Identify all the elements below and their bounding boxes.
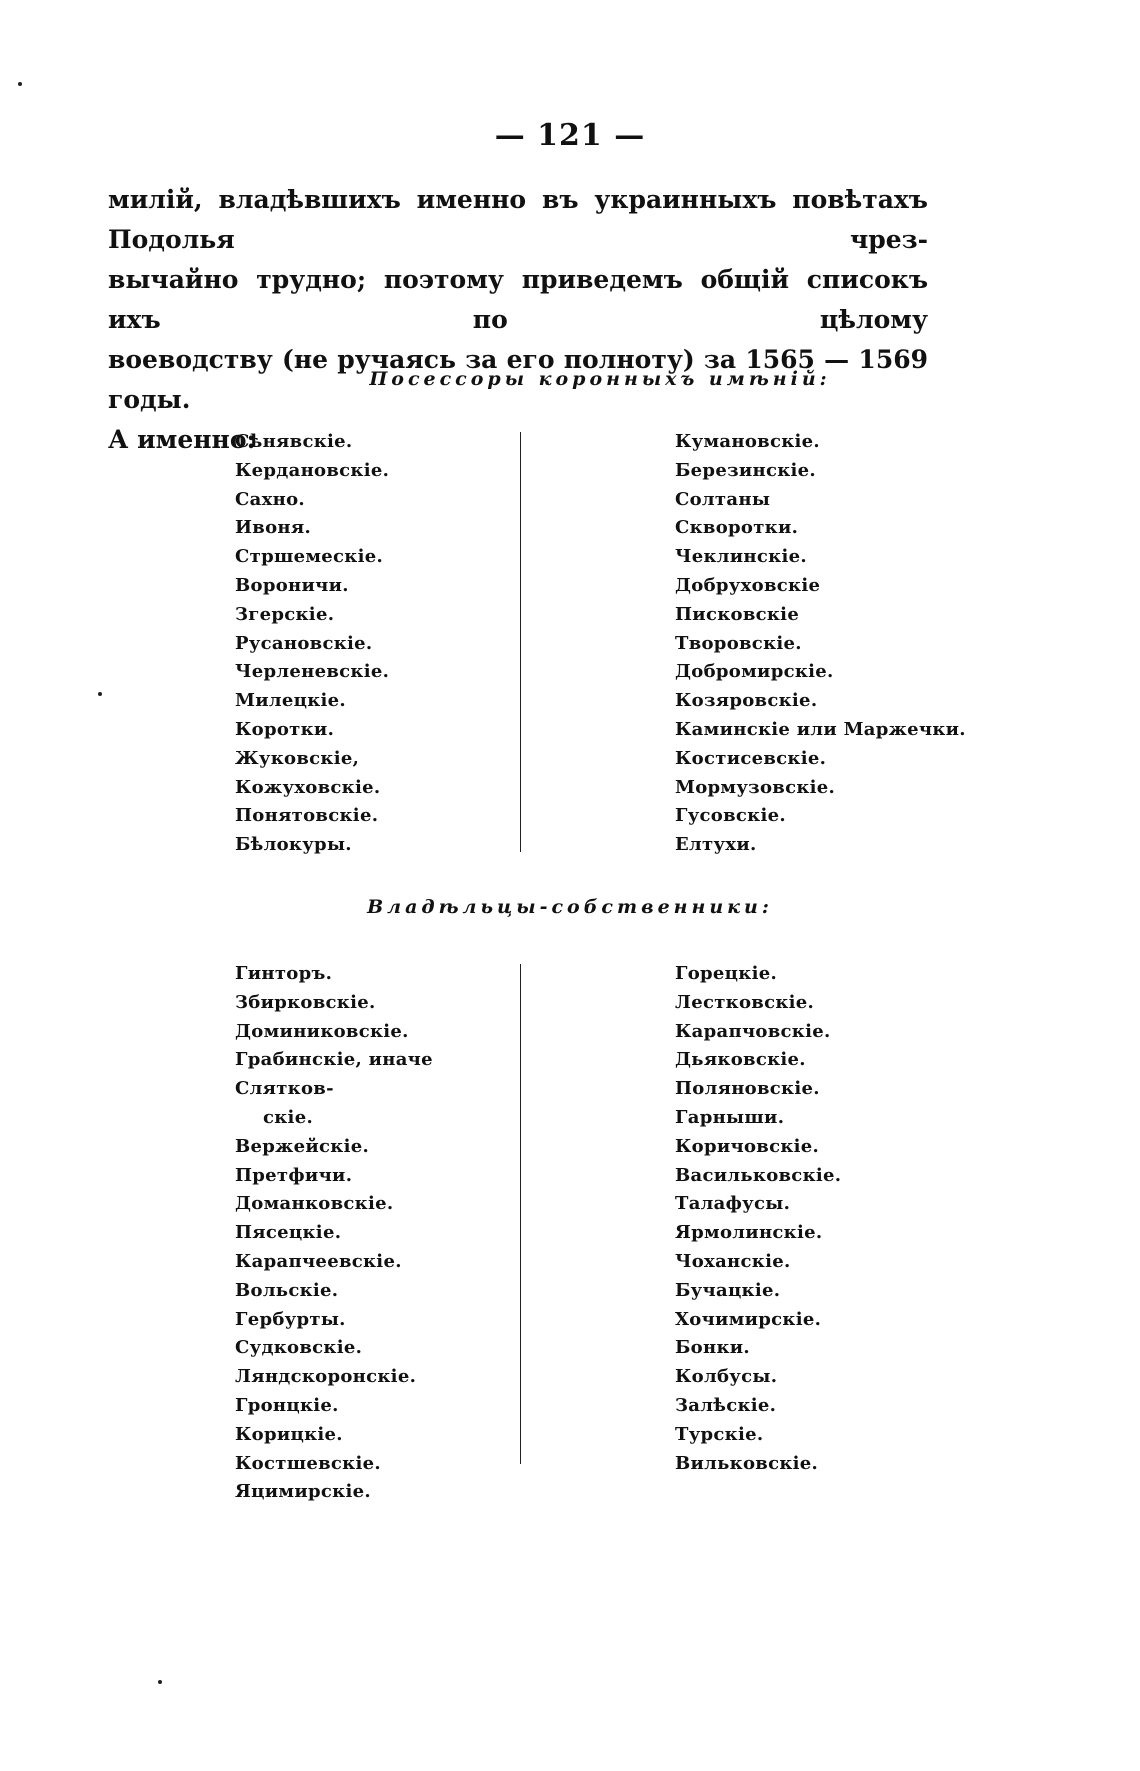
list-item: Добромирскіе. (675, 661, 834, 683)
list-item: Хочимирскіе. (675, 1308, 822, 1330)
list-item: Чоханскіе. (675, 1250, 791, 1272)
list-item: Доманковскіе. (235, 1193, 394, 1215)
list-item: Каминскіе или Маржечки. (675, 718, 966, 740)
list-item: Турскіе. (675, 1423, 764, 1445)
intro-line: милій, владѣвшихъ именно въ украинныхъ повѣтахъ Подолья чрез- (108, 185, 928, 254)
list-item: Вильковскіе. (675, 1452, 819, 1474)
column-divider (520, 964, 521, 1464)
list-item: Русановскіе. (235, 632, 373, 654)
list-item: Талафусы. (675, 1193, 791, 1215)
list-item: Бонки. (675, 1337, 750, 1359)
list-item: Козяровскіе. (675, 690, 818, 712)
list-item: Березинскіе. (675, 459, 816, 481)
list-item: скіе. (263, 1106, 314, 1128)
list-item: Ивоня. (235, 517, 312, 539)
list-item: Кердановскіе. (235, 459, 390, 481)
list-item: Корицкіе. (235, 1423, 343, 1445)
list-item: Дьяковскіе. (675, 1049, 806, 1071)
list-item: Понятовскіе. (235, 805, 379, 827)
list-item: Претфичи. (235, 1164, 353, 1186)
list-item: Горецкіе. (675, 963, 778, 984)
list-item: Гинторъ. (235, 963, 333, 984)
list-item: Коротки. (235, 718, 335, 740)
list-item: Гронцкіе. (235, 1394, 339, 1416)
list-item: Ярмолинскіе. (675, 1222, 823, 1244)
intro-paragraph (108, 180, 928, 460)
list-item: Черленевскіе. (235, 661, 390, 683)
list-item: Вороничи. (235, 574, 349, 596)
page-number: — 121 — (494, 118, 646, 153)
list-item: Грабинскіе, иначе Слятков- (235, 1049, 433, 1100)
list-item: Яцимирскіе. (235, 1481, 371, 1503)
print-speck (18, 82, 22, 86)
list-item: Кожуховскіе. (235, 776, 381, 798)
list-item: Бучацкіе. (675, 1279, 781, 1301)
list-item: Гербурты. (235, 1308, 346, 1330)
list-item: Коричовскіе. (675, 1135, 820, 1157)
list-item: Лестковскіе. (675, 991, 815, 1013)
list-item: Ляндскоронскіе. (235, 1366, 417, 1388)
list-item: Скворотки. (675, 517, 799, 539)
list-item: Карапчеевскіе. (235, 1250, 402, 1272)
crown-possessors-right-column (675, 428, 975, 860)
list-item: Сѣнявскіе. (235, 431, 353, 452)
owners-left-column (235, 960, 505, 1507)
list-item: Добруховскіе (675, 574, 821, 596)
owners-right-column (675, 960, 975, 1478)
section-heading-crown-possessors: Посессоры коронныхъ имѣній: (369, 368, 831, 390)
list-item: Костшевскіе. (235, 1452, 381, 1474)
intro-line: вычайно трудно; поэтому приведемъ общій списокъ ихъ по цѣлому (108, 265, 928, 334)
list-item: Бѣлокуры. (235, 834, 352, 856)
list-item: Милецкіе. (235, 690, 346, 712)
list-item: Пясецкіе. (235, 1222, 342, 1244)
list-item: Стршемескіе. (235, 546, 384, 568)
print-speck (158, 1680, 162, 1684)
list-item: Солтаны (675, 488, 771, 510)
list-item: Гарныши. (675, 1106, 785, 1128)
list-item: Залѣскіе. (675, 1394, 777, 1416)
list-item: Чеклинскіе. (675, 546, 807, 568)
list-item: Поляновскіе. (675, 1078, 820, 1100)
intro-line: воеводству (не ручаясь за его полноту) за 1565 — 1569 годы. (108, 345, 928, 414)
list-item: Гусовскіе. (675, 805, 786, 827)
list-item: Судковскіе. (235, 1337, 363, 1359)
list-item: Доминиковскіе. (235, 1020, 409, 1042)
list-item: Колбусы. (675, 1366, 778, 1388)
list-item: Мормузовскіе. (675, 776, 836, 798)
list-item: Жуковскіе, (235, 747, 360, 769)
list-item: Творовскіе. (675, 632, 802, 654)
list-item: Васильковскіе. (675, 1164, 842, 1186)
list-item: Вольскіе. (235, 1279, 339, 1301)
crown-possessors-left-column (235, 428, 505, 860)
list-item: Елтухи. (675, 834, 757, 856)
intro-line: А именно: (108, 425, 256, 454)
list-item: Писковскіе (675, 603, 800, 625)
list-item: Костисевскіе. (675, 747, 827, 769)
print-speck (98, 692, 102, 696)
list-item: Вержейскіе. (235, 1135, 370, 1157)
list-item: Сахно. (235, 488, 305, 510)
list-item: Згерскіе. (235, 603, 335, 625)
list-item: Карапчовскіе. (675, 1020, 831, 1042)
section-heading-owners: Владѣльцы-собственники: (367, 896, 773, 918)
list-item: Збирковскіе. (235, 991, 376, 1013)
column-divider (520, 432, 521, 852)
list-item: Кумановскіе. (675, 431, 820, 452)
